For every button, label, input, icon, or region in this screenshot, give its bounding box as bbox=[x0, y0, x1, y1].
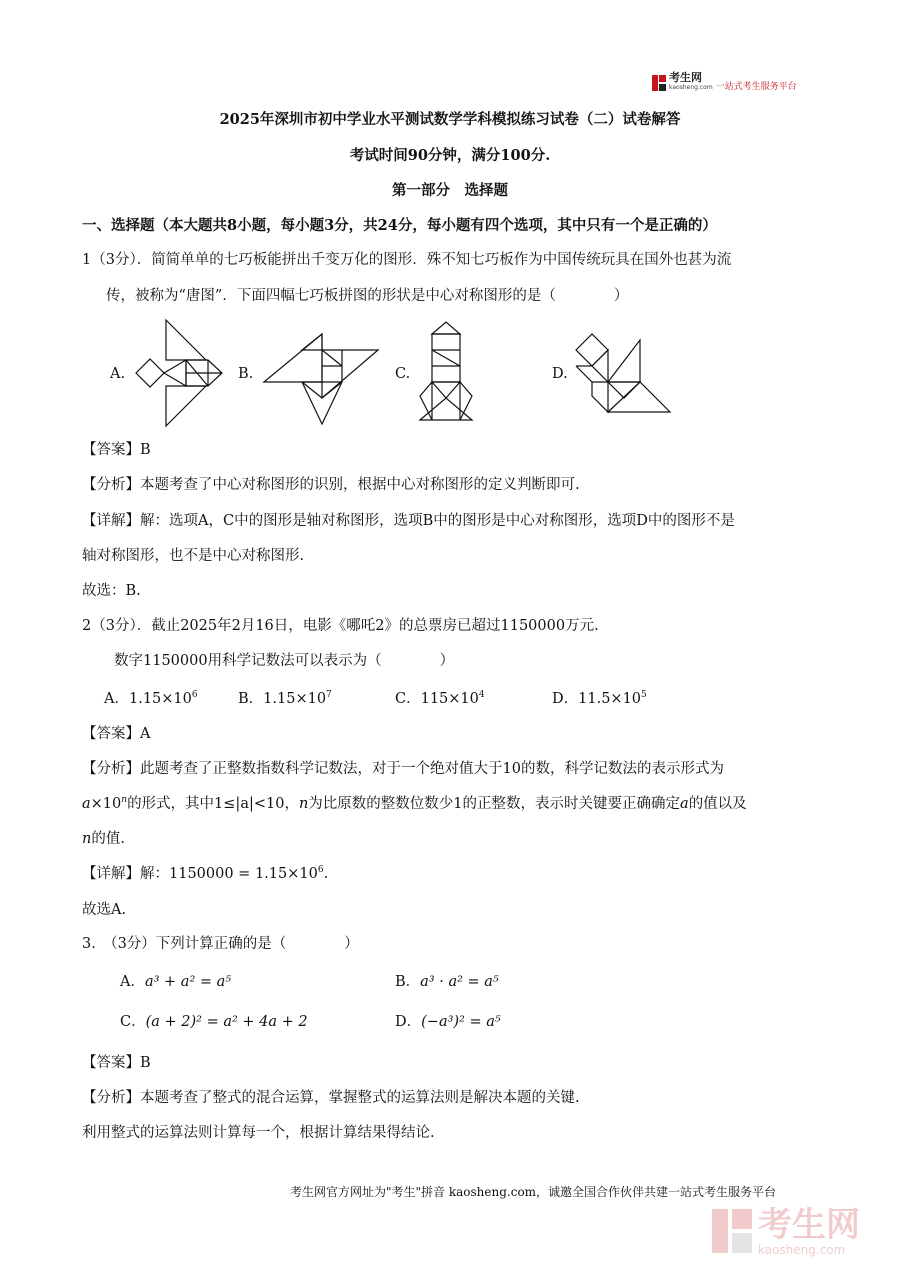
q2-option-a-label: A． bbox=[104, 691, 129, 707]
tangram-fish-figure bbox=[136, 318, 226, 428]
logo-slogan: 一站式考生服务平台 bbox=[715, 81, 797, 92]
q1-detail-line2: 轴对称图形，也不是中心对称图形. bbox=[82, 548, 305, 564]
q3-option-d-label: D． bbox=[395, 1014, 422, 1030]
q2-choice: 故选A. bbox=[82, 902, 127, 918]
q2-stem-line2: 数字1150000用科学记数法可以表示为（ ） bbox=[114, 653, 455, 669]
text-value: 的值以及 bbox=[688, 796, 747, 812]
q2-option-d bbox=[552, 689, 647, 709]
q1-option-c-label: C. bbox=[395, 366, 411, 382]
q2-option-d-base: 11.5×10 bbox=[578, 691, 642, 707]
q1-option-d-label: D. bbox=[552, 366, 568, 382]
math-a-2: a bbox=[680, 796, 689, 812]
q2-option-b bbox=[238, 689, 332, 709]
q2-option-a-base: 1.15×10 bbox=[128, 691, 192, 707]
kaosheng-watermark bbox=[712, 1206, 860, 1256]
q1-stem-line2: 传，被称为“唐图”．下面四幅七巧板拼图的形状是中心对称图形的是（ ） bbox=[106, 288, 629, 304]
q3-option-c-expr: (a + 2)² = a² + 4a + 2 bbox=[145, 1014, 308, 1030]
watermark-url: kaosheng.com bbox=[758, 1243, 846, 1257]
q3-option-a-label: A． bbox=[120, 974, 145, 990]
math-n-2: n bbox=[82, 831, 92, 847]
math-exp-n: n bbox=[121, 795, 128, 805]
tangram-bird-figure bbox=[574, 330, 672, 414]
q3-option-c-label: C． bbox=[120, 1014, 146, 1030]
q2-detail-exp: 6 bbox=[317, 865, 324, 875]
q2-analysis-line1: 【分析】此题考查了正整数指数科学记数法，对于一个绝对值大于10的数，科学记数法的表示形式为 bbox=[82, 761, 724, 777]
q2-option-d-exp: 5 bbox=[641, 690, 647, 700]
q2-analysis-line3 bbox=[82, 829, 125, 849]
text-range: 的形式，其中1≤|a|<10， bbox=[127, 796, 299, 812]
page-subtitle: 考试时间90分钟，满分100分. bbox=[349, 147, 551, 164]
q3-option-a bbox=[120, 972, 231, 992]
q1-answer: 【答案】B bbox=[82, 442, 151, 458]
q3-option-b bbox=[395, 972, 499, 992]
q2-detail bbox=[82, 864, 328, 884]
q2-option-c bbox=[395, 689, 485, 709]
q2-option-c-label: C． bbox=[395, 691, 421, 707]
q1-option-b-label: B. bbox=[238, 366, 254, 382]
q3-option-d-expr: (−a³)² = a⁵ bbox=[421, 1014, 501, 1030]
q1-stem-line1: 1（3分）．简简单单的七巧板能拼出千变万化的图形．殊不知七巧板作为中国传统玩具在国外也甚为流 bbox=[82, 252, 732, 268]
tangram-rocket-figure bbox=[418, 320, 474, 424]
q3-option-c bbox=[120, 1012, 308, 1032]
q2-option-b-exp: 7 bbox=[326, 690, 332, 700]
page-footer: 考生网官方网址为"考生"拼音 kaosheng.com，诚邀全国合作伙伴共建一站式考生服务平台 bbox=[290, 1185, 777, 1199]
watermark-logo-icon bbox=[712, 1209, 752, 1253]
q2-detail-text: 【详解】解：1150000 = 1.15×10 bbox=[82, 866, 318, 882]
q3-option-d bbox=[395, 1012, 501, 1032]
q2-option-c-base: 115×10 bbox=[420, 691, 479, 707]
q1-option-a-label: A. bbox=[110, 366, 126, 382]
text-value-end: 的值. bbox=[91, 831, 125, 847]
q3-option-b-expr: a³ · a² = a⁵ bbox=[420, 974, 499, 990]
q3-method: 利用整式的运算法则计算每一个，根据计算结果得结论. bbox=[82, 1125, 435, 1141]
q2-option-a bbox=[104, 689, 198, 709]
text-explain: 为比原数的整数位数少1的正整数，表示时关键要正确确定 bbox=[308, 796, 681, 812]
q2-detail-end: . bbox=[323, 866, 329, 882]
q3-option-a-expr: a³ + a² = a⁵ bbox=[144, 974, 232, 990]
watermark-name: 考生网 bbox=[758, 1205, 860, 1245]
math-n: n bbox=[298, 796, 309, 812]
math-times-ten: ×10 bbox=[90, 796, 122, 812]
q2-answer: 【答案】A bbox=[82, 726, 151, 742]
header-logo bbox=[652, 73, 797, 93]
q1-detail-line1: 【详解】解：选项A，C中的图形是轴对称图形，选项B中的图形是中心对称图形，选项D中的图形不是 bbox=[82, 513, 735, 529]
part-heading: 第一部分 选择题 bbox=[392, 182, 508, 199]
q2-stem-line1: 2（3分）．截止2025年2月16日，电影《哪吒2》的总票房已超过1150000万元. bbox=[82, 618, 599, 634]
q2-option-c-exp: 4 bbox=[478, 690, 485, 700]
q1-analysis: 【分析】本题考查了中心对称图形的识别，根据中心对称图形的定义判断即可. bbox=[82, 477, 580, 493]
q2-analysis-line2 bbox=[82, 794, 747, 814]
q2-option-d-label: D． bbox=[552, 691, 579, 707]
q3-option-b-label: B． bbox=[395, 974, 421, 990]
q2-option-b-label: B． bbox=[238, 691, 264, 707]
q2-option-b-base: 1.15×10 bbox=[263, 691, 327, 707]
page-title: 2025年深圳市初中学业水平测试数学学科模拟练习试卷（二）试卷解答 bbox=[219, 111, 681, 128]
q3-answer: 【答案】B bbox=[82, 1055, 151, 1071]
q3-analysis: 【分析】本题考查了整式的混合运算，掌握整式的运算法则是解决本题的关键. bbox=[82, 1090, 580, 1106]
math-a: a bbox=[82, 796, 91, 812]
q3-stem: 3. （3分）下列计算正确的是（ ） bbox=[82, 936, 359, 952]
q1-choice: 故选：B. bbox=[82, 583, 141, 599]
q2-option-a-exp: 6 bbox=[191, 690, 198, 700]
section-heading: 一、选择题（本大题共8小题，每小题3分，共24分，每小题有四个选项，其中只有一个是正确的） bbox=[82, 217, 717, 234]
logo-url: kaosheng.com bbox=[669, 84, 713, 91]
kaosheng-logo-icon bbox=[652, 75, 666, 91]
logo-name: 考生网 bbox=[669, 71, 702, 84]
